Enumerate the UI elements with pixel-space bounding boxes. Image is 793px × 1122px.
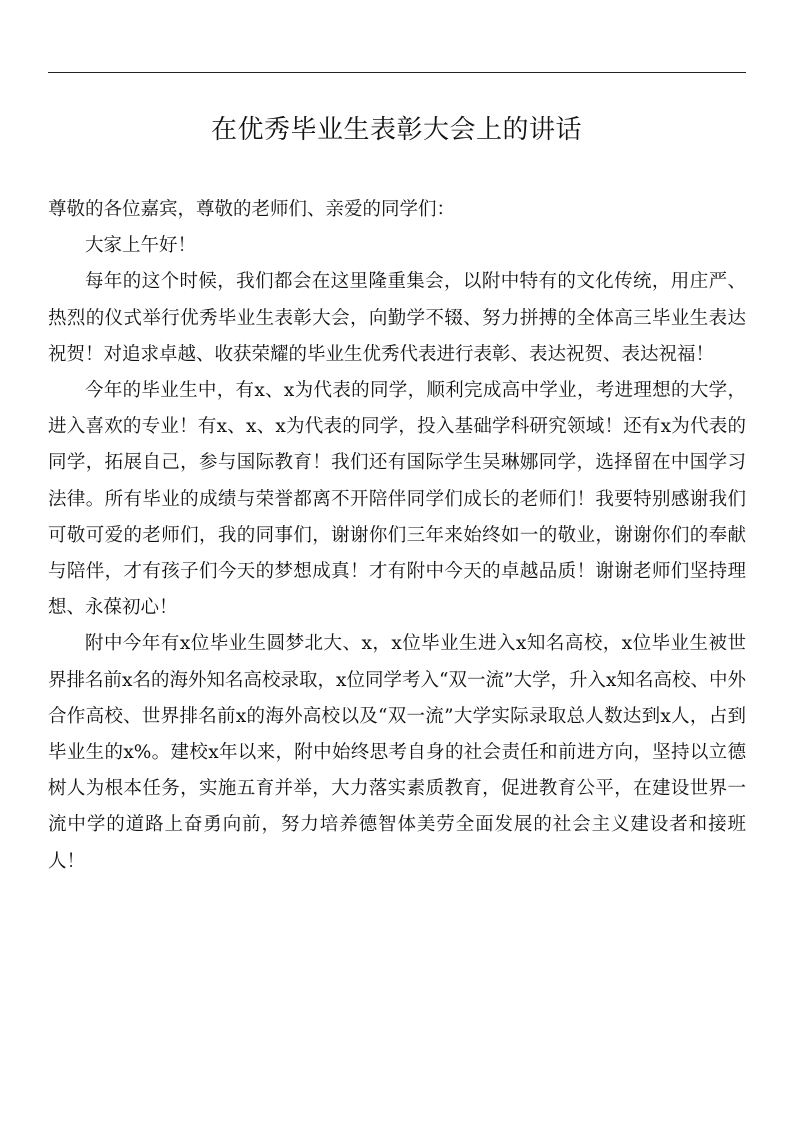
greeting-paragraph: 大家上午好！ (85, 235, 197, 257)
document-title: 在优秀毕业生表彰大会上的讲话 (210, 115, 582, 145)
body-paragraph: 附中今年有x位毕业生圆梦北大、x，x位毕业生进入x知名高校，x位毕业生被世界排名前x名的海外知名高校录取，x位同学考入“双一流”大学，升入x知名高校、中外合作高校、世界排名前x的海外高校以及“双一流”大学实际录取总人数达到x人，占到毕业生的x%。建校x年以来，附中始终思考自身的社会责任和前进方向，坚持以立德树人为根本任务，实施五育并举，大力落实素质教育，促进教育公平，在建设世界一流中学的道路上奋勇向前，努力培养德智体美劳全面发展的社会主义建设者和接班人！ (48, 633, 746, 872)
body-paragraph: 今年的毕业生中，有x、x为代表的同学，顺利完成高中学业，考进理想的大学，进入喜欢的专业！有x、x、x为代表的同学，投入基础学科研究领域！还有x为代表的同学，拓展自己，参与国际教育！我们还有国际学生吴琳娜同学，选择留在中国学习法律。所有毕业的成绩与荣誉都离不开陪伴同学们成长的老师们！我要特别感谢我们可敬可爱的老师们，我的同事们，谢谢你们三年来始终如一的敬业，谢谢你们的奉献与陪伴，才有孩子们今天的梦想成真！才有附中今天的卓越品质！谢谢老师们坚持理想、永葆初心！ (48, 380, 746, 619)
document-body (48, 192, 746, 880)
header-rule (48, 72, 746, 73)
salutation-paragraph: 尊敬的各位嘉宾，尊敬的老师们、亲爱的同学们： (48, 199, 456, 220)
body-paragraph: 每年的这个时候，我们都会在这里隆重集会，以附中特有的文化传统，用庄严、热烈的仪式举行优秀毕业生表彰大会，向勤学不辍、努力拼搏的全体高三毕业生表达祝贺！对追求卓越、收获荣耀的毕业生优秀代表进行表彰、表达祝贺、表达祝福！ (48, 271, 746, 365)
